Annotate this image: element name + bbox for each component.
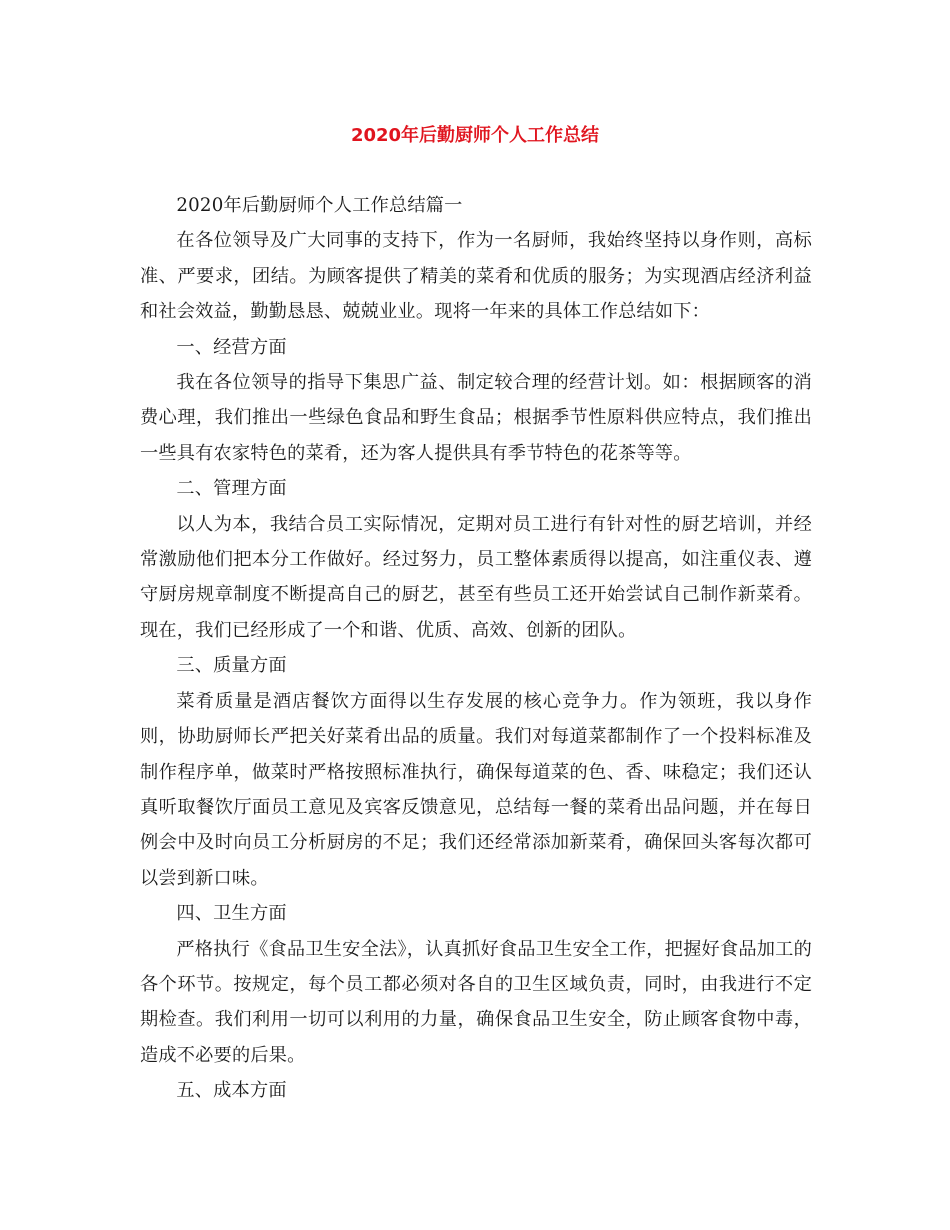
document-title: 2020年后勤厨师个人工作总结 — [350, 125, 600, 146]
section-heading-cost: 五、成本方面 — [176, 1080, 287, 1102]
section-heading-business: 一、经营方面 — [176, 336, 287, 358]
section-text-business: 我在各位领导的指导下集思广益、制定较合理的经营计划。如：根据顾客的消费心理，我们推出一些绿色食品和野生食品；根据季节性原料供应特点，我们推出一些具有农家特色的菜肴，还为客人提供具有季节特色的花茶等等。 — [140, 372, 812, 464]
section-text-hygiene: 严格执行《食品卫生安全法》，认真抓好食品卫生安全工作，把握好食品加工的各个环节。按规定，每个员工都必须对各自的卫生区域负责，同时，由我进行不定期检查。我们利用一切可以利用的力量，确保食品卫生安全，防止顾客食物中毒，造成不必要的后果。 — [140, 938, 812, 1066]
document-body — [140, 188, 812, 1109]
subtitle: 2020年后勤厨师个人工作总结篇一 — [176, 195, 463, 216]
section-heading-quality: 三、质量方面 — [176, 655, 287, 677]
intro-paragraph: 在各位领导及广大同事的支持下，作为一名厨师，我始终坚持以身作则，高标准、严要求，团结。为顾客提供了精美的菜肴和优质的服务；为实现酒店经济利益和社会效益，勤勤恳恳、兢兢业业。现将一年来的具体工作总结如下： — [140, 230, 812, 323]
section-heading-management: 二、管理方面 — [176, 478, 287, 500]
section-text-quality: 菜肴质量是酒店餐饮方面得以生存发展的核心竞争力。作为领班，我以身作则，协助厨师长严把关好菜肴出品的质量。我们对每道菜都制作了一个投料标准及制作程序单，做菜时严格按照标准执行，确保每道菜的色、香、味稳定；我们还认真听取餐饮厅面员工意见及宾客反馈意见，总结每一餐的菜肴出品问题，并在每日例会中及时向员工分析厨房的不足；我们还经常添加新菜肴，确保回头客每次都可以尝到新口味。 — [140, 690, 812, 889]
section-heading-hygiene: 四、卫生方面 — [176, 903, 287, 925]
section-text-management: 以人为本，我结合员工实际情况，定期对员工进行有针对性的厨艺培训，并经常激励他们把本分工作做好。经过努力，员工整体素质得以提高，如注重仪表、遵守厨房规章制度不断提高自己的厨艺，甚至有些员工还开始尝试自己制作新菜肴。现在，我们已经形成了一个和谐、优质、高效、创新的团队。 — [140, 513, 812, 641]
